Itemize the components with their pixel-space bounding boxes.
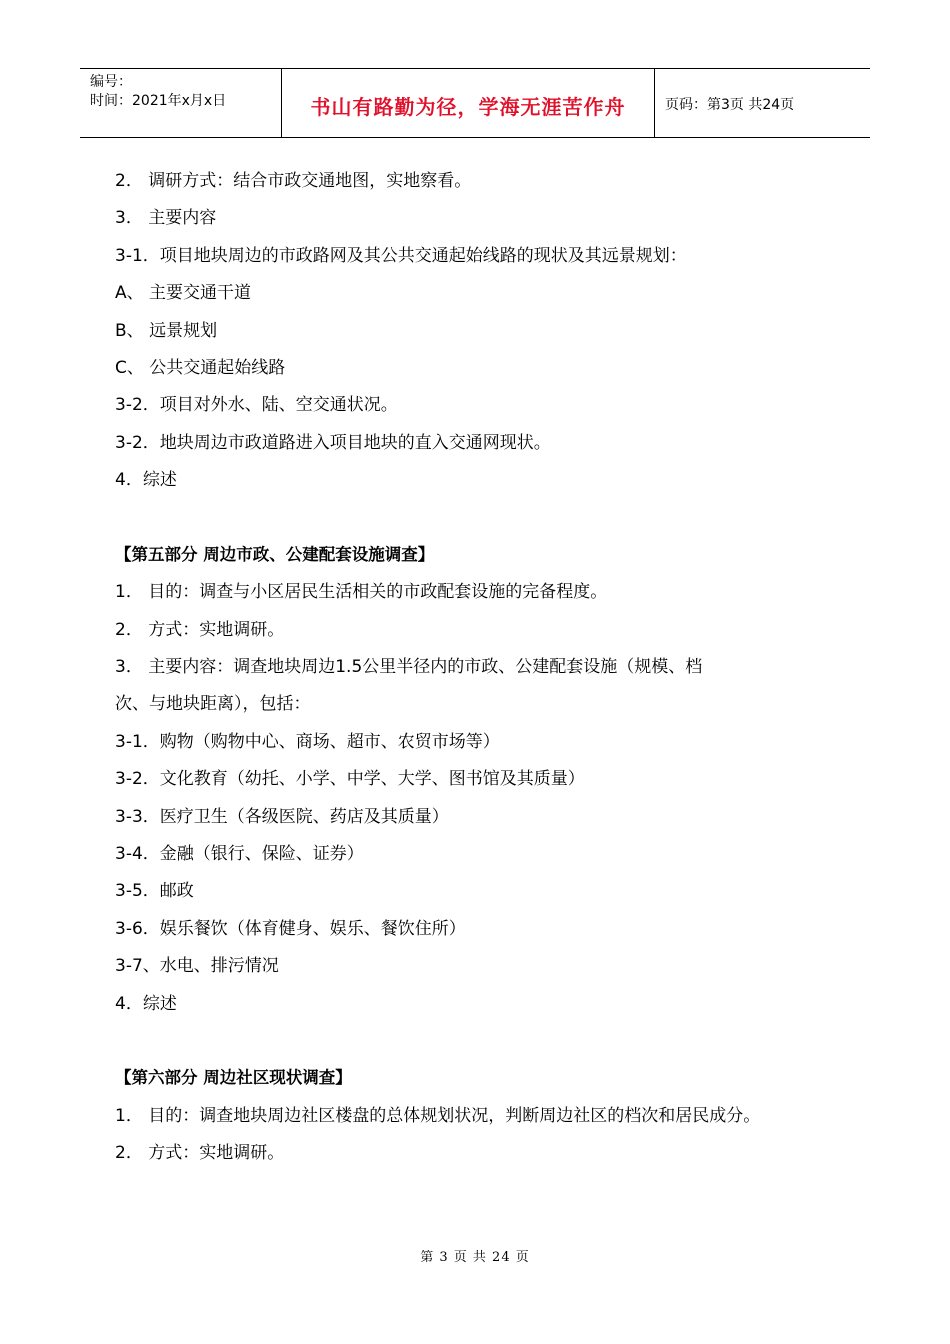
motto: 书山有路勤为径，学海无涯苦作舟 xyxy=(310,95,626,119)
section-heading: 【第六部分 周边社区现状调查】 xyxy=(115,1068,352,1088)
time-label: 时间：2021年x月x日 xyxy=(90,93,227,109)
body-line: 1． 目的：调查地块周边社区楼盘的总体规划状况，判断周边社区的档次和居民成分。 xyxy=(115,1105,761,1126)
body-line: 3-2．文化教育（幼托、小学、中学、大学、图书馆及其质量） xyxy=(115,769,585,790)
section-heading: 【第五部分 周边市政、公建配套设施调查】 xyxy=(115,544,435,564)
body-line: 3-2．地块周边市政道路进入项目地块的直入交通网现状。 xyxy=(115,432,551,453)
body-line: C、 公共交通起始线路 xyxy=(115,357,286,378)
header-middle-cell xyxy=(281,69,655,137)
body-line: 3-2．项目对外水、陆、空交通状况。 xyxy=(115,395,398,416)
body-line: 次、与地块距离），包括： xyxy=(115,694,311,715)
body-line: 1． 目的：调查与小区居民生活相关的市政配套设施的完备程度。 xyxy=(115,582,608,603)
body-line: 3-4．金融（银行、保险、证券） xyxy=(115,844,364,865)
body-line: 3-7、水电、排污情况 xyxy=(115,956,279,977)
body-line: 3． 主要内容：调查地块周边1.5公里半径内的市政、公建配套设施（规模、档 xyxy=(115,657,703,678)
body-line: 4．综述 xyxy=(115,470,177,491)
body-line: 3-3．医疗卫生（各级医院、药店及其质量） xyxy=(115,806,449,827)
page-footer: 第 3 页 共 24 页 xyxy=(420,1250,530,1265)
blank-line xyxy=(115,503,835,540)
body-line: 2． 方式：实地调研。 xyxy=(115,619,285,640)
document-body xyxy=(115,166,835,1176)
body-line: 3-5．邮政 xyxy=(115,881,194,902)
body-line: 2． 方式：实地调研。 xyxy=(115,1143,285,1164)
blank-line xyxy=(115,1026,835,1063)
header-right-cell xyxy=(655,69,870,137)
page-header xyxy=(80,68,870,138)
body-line: B、 远景规划 xyxy=(115,320,218,341)
body-line: 2． 调研方式：结合市政交通地图，实地察看。 xyxy=(115,171,472,191)
body-line: 3-6．娱乐餐饮（体育健身、娱乐、餐饮住所） xyxy=(115,918,466,939)
body-line: A、 主要交通干道 xyxy=(115,283,252,304)
header-left-cell xyxy=(80,69,280,137)
number-label: 编号： xyxy=(90,74,132,90)
body-line: 4．综述 xyxy=(115,993,177,1014)
body-line: 3-1．项目地块周边的市政路网及其公共交通起始线路的现状及其远景规划： xyxy=(115,245,687,266)
body-line: 3． 主要内容 xyxy=(115,208,217,229)
page-info: 页码：第3页 共24页 xyxy=(665,97,795,113)
body-line: 3-1．购物（购物中心、商场、超市、农贸市场等） xyxy=(115,731,500,752)
